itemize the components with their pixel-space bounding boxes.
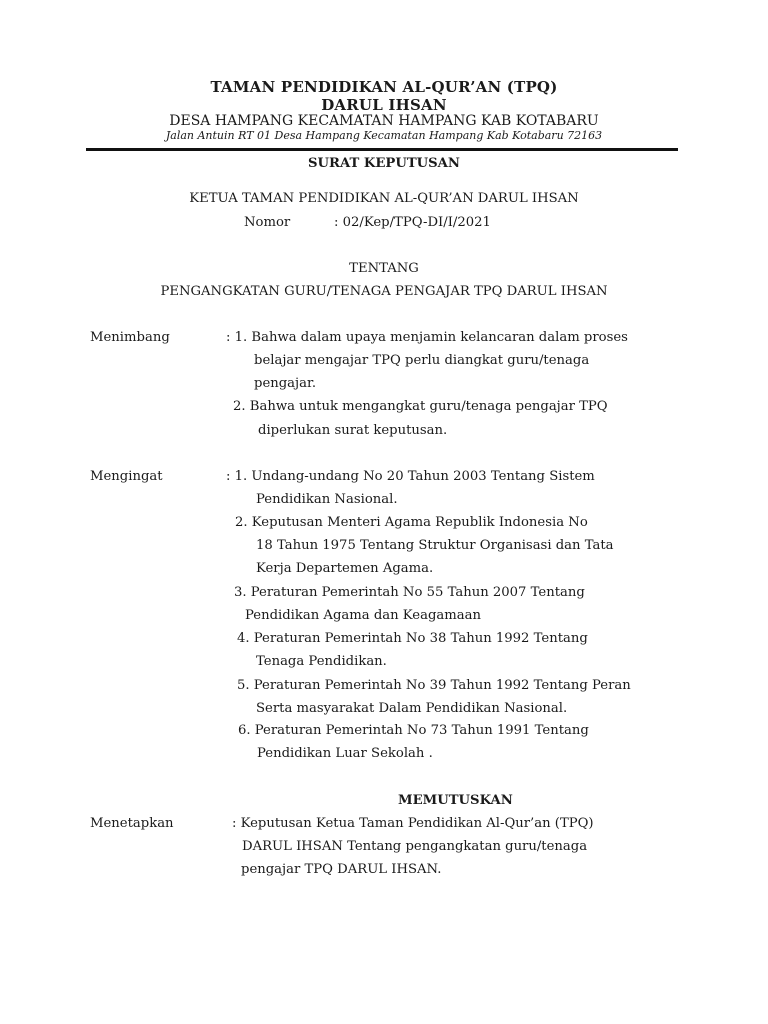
org-name-line1: TAMAN PENDIDIKAN AL-QUR’AN (TPQ) <box>210 78 558 96</box>
menimbang-line: : 1. Bahwa dalam upaya menjamin kelancaran dalam proses <box>226 330 628 345</box>
number-value: : 02/Kep/TPQ-DI/I/2021 <box>334 215 491 230</box>
menimbang-line: belajar mengajar TPQ perlu diangkat guru/tenaga <box>254 353 590 368</box>
mengingat-line: : 1. Undang-undang No 20 Tahun 2003 Tentang Sistem <box>226 469 595 484</box>
mengingat-line: Pendidikan Luar Sekolah . <box>257 746 433 761</box>
menetapkan-line: : Keputusan Ketua Taman Pendidikan Al-Qur’an (TPQ) <box>232 816 594 831</box>
mengingat-line: 6. Peraturan Pemerintah No 73 Tahun 1991 Tentang <box>238 723 589 738</box>
mengingat-line: Kerja Departemen Agama. <box>256 561 434 576</box>
mengingat-line: 2. Keputusan Menteri Agama Republik Indonesia No <box>235 515 588 530</box>
mengingat-line: 18 Tahun 1975 Tentang Struktur Organisasi dan Tata <box>256 538 614 553</box>
org-name-line2: DARUL IHSAN <box>321 96 447 114</box>
menetapkan-label: Menetapkan <box>90 816 174 831</box>
menimbang-line: diperlukan surat keputusan. <box>258 423 448 438</box>
menetapkan-line: DARUL IHSAN Tentang pengangkatan guru/tenaga <box>242 839 588 854</box>
org-village: DESA HAMPANG KECAMATAN HAMPANG KAB KOTABARU <box>169 113 599 129</box>
mengingat-line: 4. Peraturan Pemerintah No 38 Tahun 1992 Tentang <box>237 631 588 646</box>
document-type-title: SURAT KEPUTUSAN <box>308 156 460 171</box>
org-address: Jalan Antuin RT 01 Desa Hampang Kecamatan Hampang Kab Kotabaru 72163 <box>165 129 603 142</box>
mengingat-line: Pendidikan Nasional. <box>256 492 398 507</box>
menimbang-line: pengajar. <box>254 376 317 391</box>
menimbang-label: Menimbang <box>90 330 170 345</box>
about-title: PENGANGKATAN GURU/TENAGA PENGAJAR TPQ DARUL IHSAN <box>160 284 608 299</box>
number-label: Nomor <box>244 215 291 230</box>
issuer-line: KETUA TAMAN PENDIDIKAN AL-QUR’AN DARUL IHSAN <box>189 191 579 206</box>
menimbang-line: 2. Bahwa untuk mengangkat guru/tenaga pengajar TPQ <box>233 399 608 414</box>
letterhead-divider <box>86 148 678 151</box>
decision-heading: MEMUTUSKAN <box>398 793 513 808</box>
mengingat-label: Mengingat <box>90 469 163 484</box>
mengingat-line: Serta masyarakat Dalam Pendidikan Nasional. <box>256 701 568 716</box>
mengingat-line: 5. Peraturan Pemerintah No 39 Tahun 1992 Tentang Peran <box>237 678 631 693</box>
mengingat-line: Tenaga Pendidikan. <box>256 654 387 669</box>
mengingat-line: 3. Peraturan Pemerintah No 55 Tahun 2007 Tentang <box>234 585 585 600</box>
menetapkan-line: pengajar TPQ DARUL IHSAN. <box>241 862 442 877</box>
about-label: TENTANG <box>349 261 419 276</box>
mengingat-line: Pendidikan Agama dan Keagamaan <box>245 608 482 623</box>
